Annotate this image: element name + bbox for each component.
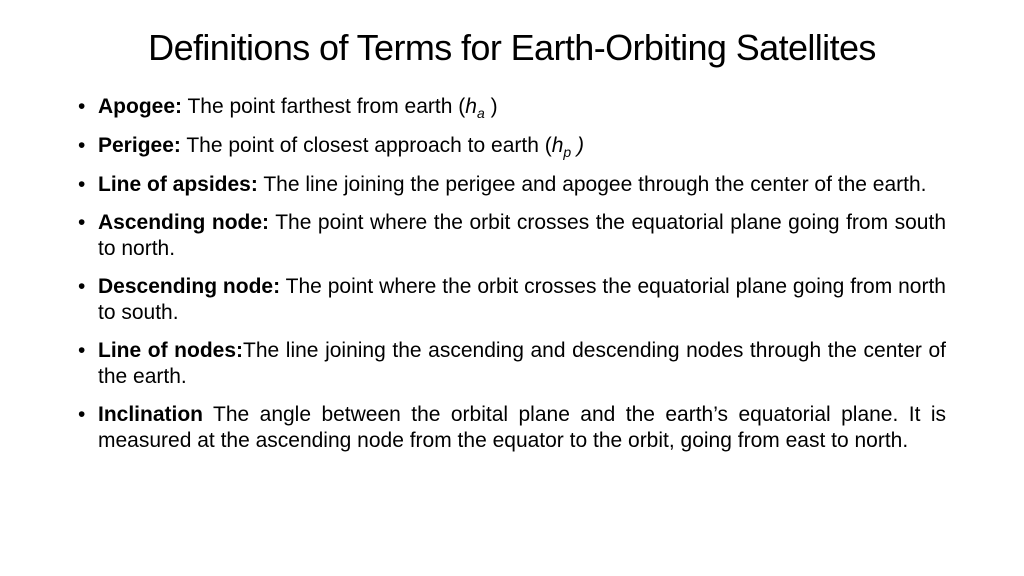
slide-title: Definitions of Terms for Earth-Orbiting Satellites bbox=[148, 27, 876, 68]
term-label: Line of apsides: bbox=[98, 173, 258, 196]
list-item-descending-node bbox=[76, 274, 946, 326]
definition-text: The angle between the orbital plane and the earth’s equatorial plane. It is measured at the ascending node from the equator to the orbit, going from east to north. bbox=[98, 403, 946, 452]
list-item-line-of-apsides bbox=[76, 172, 946, 198]
list-item-apogee bbox=[76, 94, 946, 121]
definition-text: The line joining the perigee and apogee through the center of the earth. bbox=[257, 173, 927, 196]
definition-text: The point where the orbit crosses the equatorial plane going from south to north. bbox=[98, 211, 946, 260]
bullet-icon: • bbox=[78, 95, 86, 118]
term-label: Descending node: bbox=[98, 275, 281, 298]
definitions-list bbox=[76, 94, 946, 466]
term-label: Inclination bbox=[98, 403, 203, 426]
math-symbol: h bbox=[551, 134, 564, 157]
math-subscript: a bbox=[476, 105, 485, 121]
term-label: Perigee: bbox=[98, 134, 181, 157]
math-symbol: h bbox=[465, 95, 477, 118]
bullet-icon: • bbox=[78, 173, 86, 196]
definition-text: The point of closest approach to earth ( bbox=[180, 134, 552, 157]
math-subscript: p bbox=[563, 144, 572, 160]
term-label: Line of nodes: bbox=[98, 339, 244, 362]
list-item-ascending-node bbox=[76, 210, 946, 262]
definition-text: The point where the orbit crosses the equatorial plane going from north to south. bbox=[98, 275, 946, 324]
bullet-icon: • bbox=[78, 275, 86, 298]
bullet-icon: • bbox=[78, 211, 86, 234]
term-label: Ascending node: bbox=[98, 211, 270, 234]
bullet-icon: • bbox=[78, 134, 86, 157]
list-item-line-of-nodes bbox=[76, 338, 946, 390]
list-item-perigee bbox=[76, 133, 946, 160]
definition-text: The line joining the ascending and descending nodes through the center of the earth. bbox=[98, 339, 947, 388]
term-label: Apogee: bbox=[98, 95, 182, 118]
bullet-icon: • bbox=[78, 339, 86, 362]
list-item-inclination bbox=[76, 402, 946, 454]
bullet-icon: • bbox=[78, 403, 86, 426]
definition-text: The point farthest from earth ( bbox=[182, 95, 466, 118]
closing-paren: ) bbox=[571, 134, 585, 157]
closing-paren: ) bbox=[484, 95, 498, 118]
